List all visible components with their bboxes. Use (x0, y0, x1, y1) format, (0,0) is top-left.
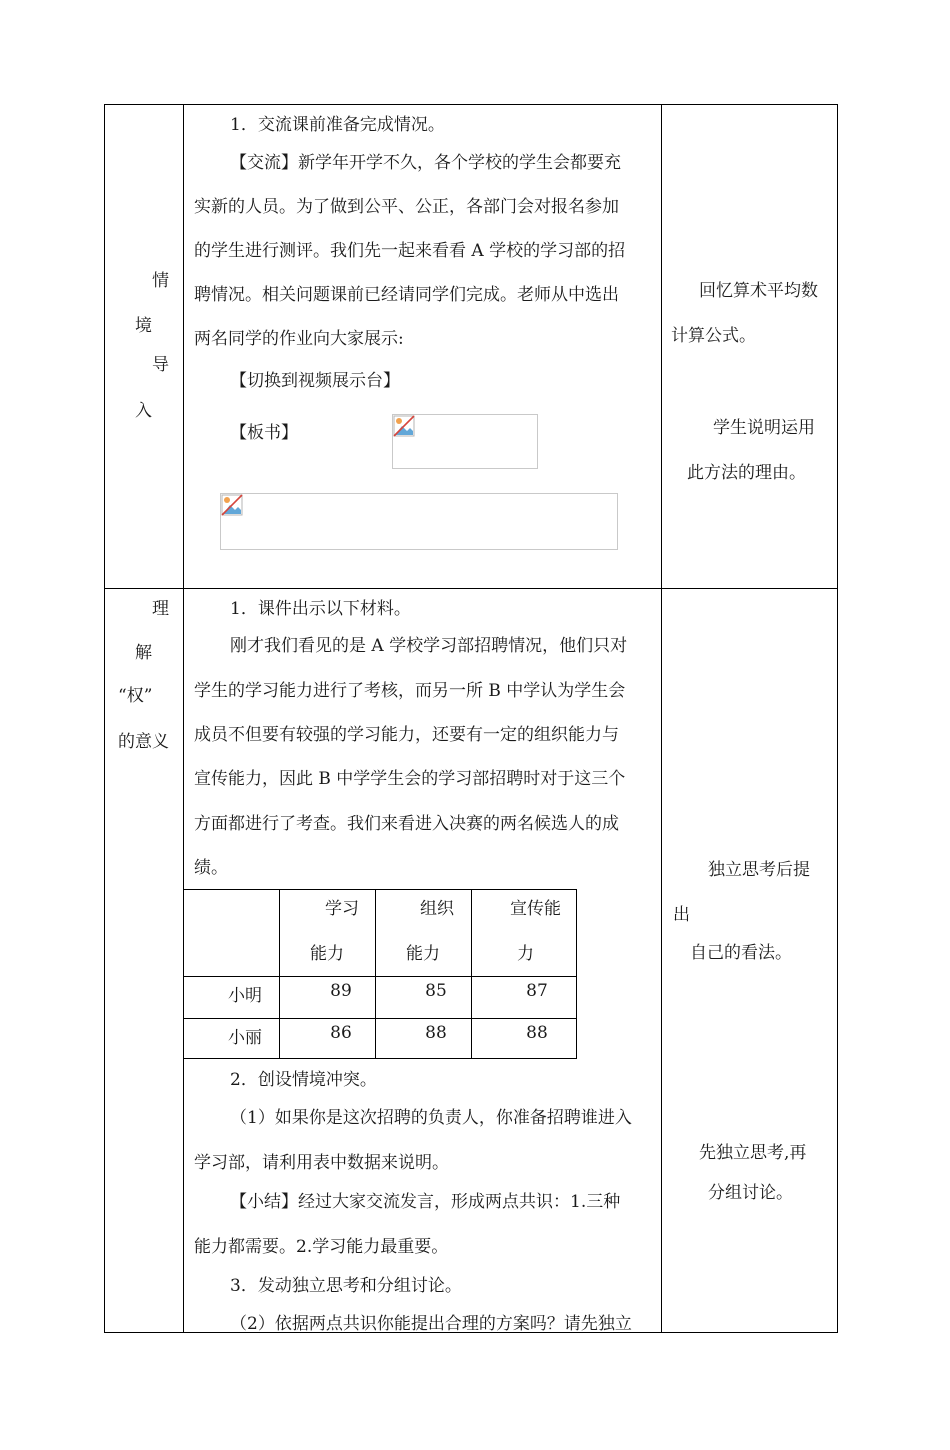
table-header-line: 能力 (310, 944, 344, 964)
score-table-border (576, 889, 577, 1059)
board-image-placeholder (220, 493, 618, 550)
table-cell-score: 88 (425, 1023, 447, 1043)
body-line: 【交流】新学年开学不久，各个学校的学生会都要充 (230, 153, 621, 173)
score-table-border (183, 889, 184, 1059)
student-activity-line: 分组讨论。 (708, 1183, 793, 1203)
score-table-border (471, 889, 472, 1059)
table-header-line: 能力 (406, 944, 440, 964)
body-line: 1．课件出示以下材料。 (230, 599, 411, 619)
body-line: （2）依据两点共识你能提出合理的方案吗？请先独立 (230, 1314, 632, 1334)
table-header-line: 组织 (420, 899, 454, 919)
table-header-line: 宣传能 (510, 899, 561, 919)
score-table-border (183, 1058, 576, 1059)
section-label-line: “权” (118, 686, 153, 706)
section-label-char: 导 (152, 355, 169, 375)
body-line: 两名同学的作业向大家展示: (194, 329, 404, 349)
body-line: 聘情况。相关问题课前已经请同学们完成。老师从中选出 (194, 285, 619, 305)
score-table-border (183, 976, 576, 977)
broken-image-icon (393, 415, 415, 437)
body-line: 宣传能力，因此 B 中学学生会的学习部招聘时对于这三个 (194, 769, 626, 789)
table-cell-score: 85 (425, 981, 447, 1001)
body-line: 1．交流课前准备完成情况。 (230, 115, 445, 135)
section-label-line: 解 (135, 643, 152, 663)
student-activity-line: 出 (673, 905, 690, 925)
column-divider-2 (661, 104, 662, 1333)
body-line: 方面都进行了考查。我们来看进入决赛的两名候选人的成 (194, 814, 619, 834)
body-line: 2．创设情境冲突。 (230, 1070, 377, 1090)
body-line: 绩。 (194, 858, 228, 878)
student-activity-line: 先独立思考,再 (699, 1143, 807, 1163)
section-label-line: 的意义 (118, 732, 169, 752)
section-label-line: 理 (152, 599, 169, 619)
body-line: 成员不但要有较强的学习能力，还要有一定的组织能力与 (194, 725, 619, 745)
body-line: 的学生进行测评。我们先一起来看看 A 学校的学习部的招 (194, 241, 626, 261)
student-activity-line: 学生说明运用 (713, 418, 815, 438)
body-line: 实新的人员。为了做到公平、公正，各部门会对报名参加 (194, 197, 619, 217)
student-activity-line: 回忆算术平均数 (699, 281, 818, 301)
table-left-border (104, 104, 105, 1333)
student-activity-line: 计算公式。 (671, 326, 756, 346)
body-line: 【小结】经过大家交流发言，形成两点共识：1.三种 (230, 1192, 621, 1212)
table-cell-score: 89 (330, 981, 352, 1001)
column-divider-1 (183, 104, 184, 1333)
student-activity-line: 此方法的理由。 (687, 463, 806, 483)
table-cell-score: 88 (526, 1023, 548, 1043)
section-label-char: 境 (135, 316, 152, 336)
body-line: 学生的学习能力进行了考核，而另一所 B 中学认为学生会 (194, 681, 626, 701)
score-table-border (375, 889, 376, 1059)
board-label: 【板书】 (230, 423, 298, 443)
broken-image-icon (221, 494, 243, 516)
score-table-border (279, 889, 280, 1059)
table-cell-score: 86 (330, 1023, 352, 1043)
body-line: 3．发动独立思考和分组讨论。 (230, 1276, 462, 1296)
board-image-placeholder (392, 414, 538, 469)
body-line: 学习部，请利用表中数据来说明。 (194, 1153, 449, 1173)
table-row-name: 小丽 (228, 1028, 262, 1048)
score-table-border (183, 1018, 576, 1019)
section-label-char: 入 (135, 401, 152, 421)
table-header-line: 学习 (325, 899, 359, 919)
table-header-line: 力 (517, 944, 534, 964)
section-divider (104, 588, 838, 589)
table-cell-score: 87 (526, 981, 548, 1001)
table-top-border (104, 104, 838, 105)
section-label-char: 情 (152, 271, 169, 291)
body-line: 【切换到视频展示台】 (230, 371, 400, 391)
student-activity-line: 独立思考后提 (708, 860, 810, 880)
table-row-name: 小明 (228, 986, 262, 1006)
score-table-border (183, 889, 576, 890)
body-line: 能力都需要。2.学习能力最重要。 (194, 1237, 449, 1257)
body-line: 刚才我们看见的是 A 学校学习部招聘情况，他们只对 (230, 636, 628, 656)
table-right-border (837, 104, 838, 1333)
student-activity-line: 自己的看法。 (690, 943, 792, 963)
body-line: （1）如果你是这次招聘的负责人，你准备招聘谁进入 (230, 1108, 632, 1128)
